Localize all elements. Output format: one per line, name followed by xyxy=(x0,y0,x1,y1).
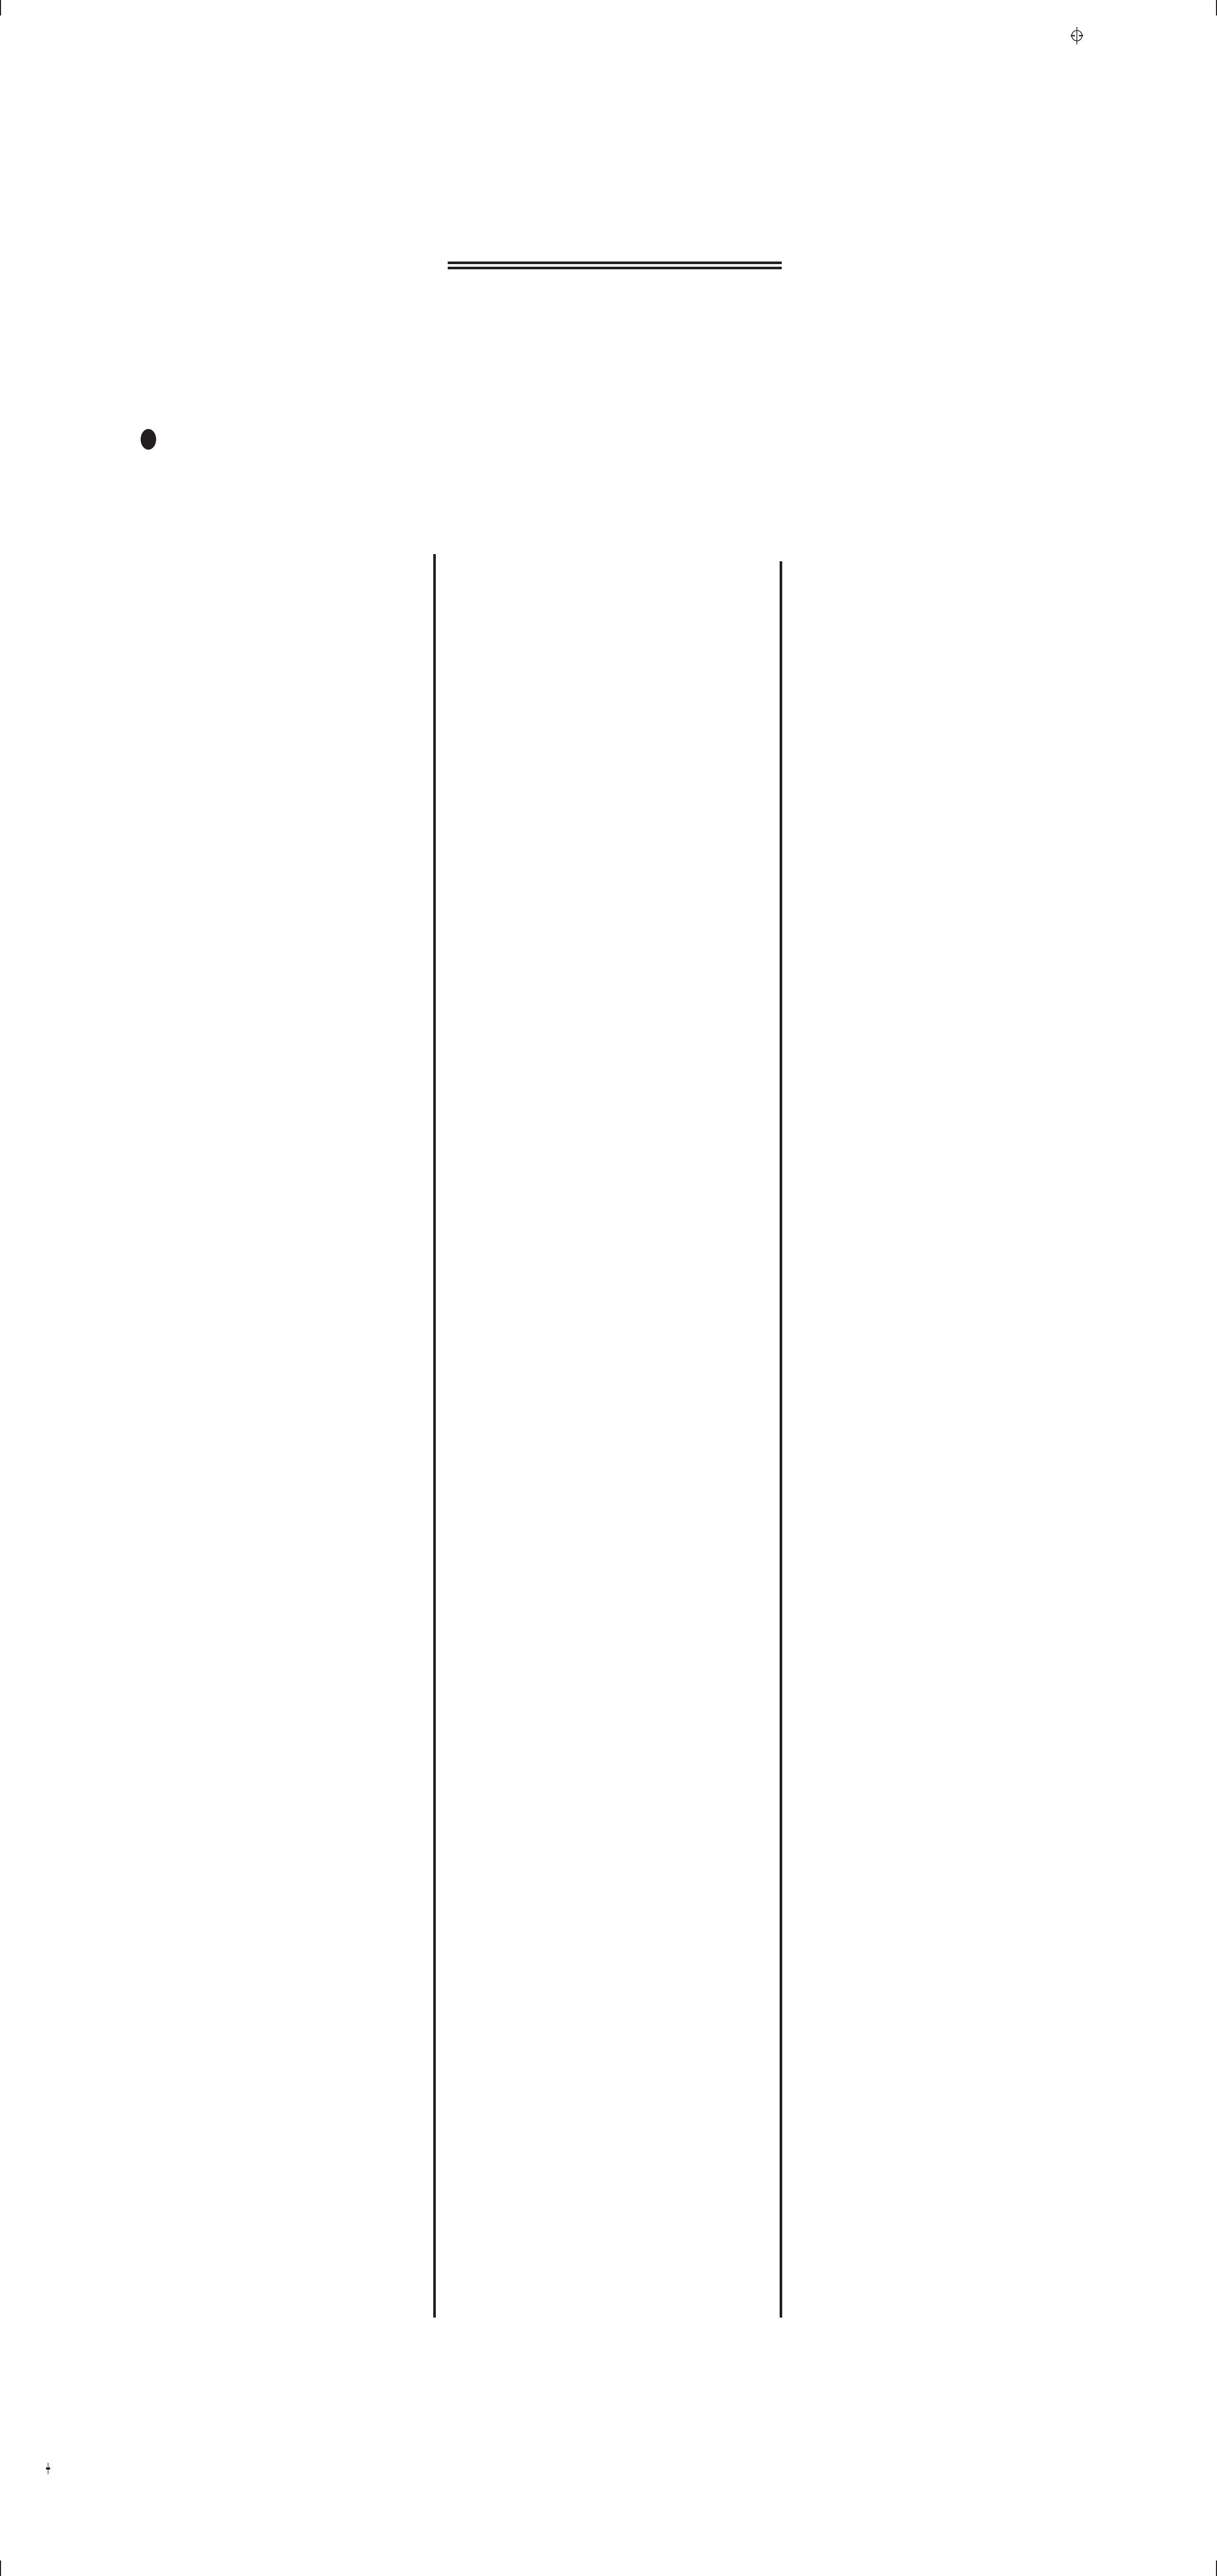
instructions xyxy=(129,424,1112,453)
filled-oval-icon xyxy=(141,429,156,450)
registration-crosshair-icon xyxy=(1069,27,1085,44)
column-divider-1 xyxy=(433,554,436,2318)
title-underline-1 xyxy=(448,262,782,264)
crop-mark-top-right xyxy=(1211,0,1217,16)
footer-crosshair-icon xyxy=(44,2463,52,2474)
crop-mark-top-left xyxy=(0,0,6,16)
crop-mark-bottom-left xyxy=(0,2560,6,2576)
crop-mark-bottom-right xyxy=(1211,2560,1217,2576)
column-divider-2 xyxy=(780,561,782,2318)
title-underline-2 xyxy=(448,267,782,269)
